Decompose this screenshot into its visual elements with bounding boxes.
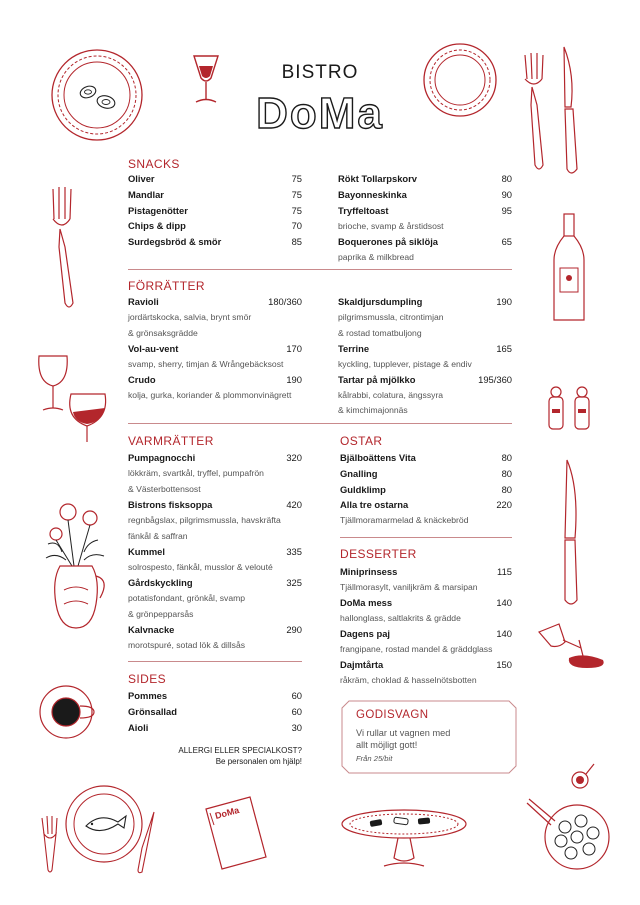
fish-plate-icon [38,782,163,877]
menu-item: Pommes 60 [128,690,302,701]
candy-icon [568,762,598,792]
menu-item: Pumpagnocchi 320 [128,452,302,463]
menu-item: Skaldjursdumpling 190 [338,296,512,307]
menu-item: Bistrons fisksoppa 420 [128,499,302,510]
menu-item-desc: Tjällmoramarmelad & knäckebröd [340,515,469,525]
allergy-note-line1: ALLERGI ELLER SPECIALKOST? [178,746,302,755]
menu-item-desc: kyckling, tupplever, pistage & endiv [338,359,472,369]
menu-item-desc: & kimchimajonnäs [338,405,408,415]
menu-item: Vol-au-vent 170 [128,343,302,354]
menu-item: Miniprinsess 115 [340,566,512,577]
section-title-snacks: SNACKS [128,157,180,171]
menu-item-desc: frangipane, rostad mandel & gräddglass [340,644,493,654]
menu-item: Gårdskyckling 325 [128,577,302,588]
menu-item-desc: & Västerbottensost [128,484,201,494]
spilled-glass-icon [535,622,610,672]
menu-item: Mandlar 75 [128,189,302,200]
menu-item: Alla tre ostarna 220 [340,499,512,510]
menu-item: Gnalling 80 [340,468,512,479]
menu-item-desc: svamp, sherry, timjan & Wrångebäcksost [128,359,284,369]
divider [128,269,512,270]
divider [128,661,302,662]
menu-item: Bjälboättens Vita 80 [340,452,512,463]
menu-item: Terrine 165 [338,343,512,354]
wine-glass-icon [190,52,222,108]
allergy-note-line2: Be personalen om hjälp! [215,757,302,766]
plate-icon [420,42,500,122]
menu-item: Bayonneskinka 90 [338,189,512,200]
section-title-desserter: DESSERTER [340,547,417,561]
menu-item-desc: regnbågslax, pilgrimsmussla, havskräfta [128,515,281,525]
oyster-plate-icon [50,48,145,143]
menu-item-desc: & rostad tomatbuljong [338,328,422,338]
godisvagn-line1: Vi rullar ut vagnen med [356,728,451,738]
brand-subtitle: BISTRO [281,62,359,83]
menu-item-desc: råkräm, choklad & hasselnötsbotten [340,675,477,685]
menu-item: Aioli 30 [128,722,302,733]
menu-item: DoMa mess 140 [340,597,512,608]
section-title-sides: SIDES [128,672,167,686]
section-title-varmratter: VARMRÄTTER [128,434,214,448]
menu-item-desc: brioche, svamp & årstidsost [338,221,444,231]
brand-logo-text: DoMa [256,89,384,136]
menu-item-desc: potatisfondant, grönkål, svamp [128,593,246,603]
menu-item-desc: solrospesto, fänkål, musslor & velouté [128,562,273,572]
menu-item: Tartar på mjölkko 195/360 [338,374,512,385]
menu-item-desc: morotspuré, sotad lök & dillsås [128,640,246,650]
menu-item: Rökt Tollarpskorv 80 [338,173,512,184]
godisvagn-box [341,700,517,774]
menu-item: Surdegsbröd & smör 85 [128,236,302,247]
menu-item: Grönsallad 60 [128,706,302,717]
godisvagn-price: Från 25/bit [356,754,393,763]
menu-book-label: DoMa [213,804,241,821]
fork-icon [45,185,85,315]
menu-item: Pistagenötter 75 [128,205,302,216]
menu-item: Tryffeltoast 95 [338,205,512,216]
divider [128,423,512,424]
section-title-ostar: OSTAR [340,434,383,448]
menu-item: Kummel 335 [128,546,302,557]
menu-item-desc: hallonglass, saltlakrits & grädde [340,613,461,623]
section-title-forratter: FÖRRÄTTER [128,279,205,293]
fork-knife-icon [517,45,592,180]
menu-item-desc: paprika & milkbread [338,252,414,262]
menu-item: Dajmtårta 150 [340,659,512,670]
menu-book-icon [200,795,275,870]
allergy-note [150,745,302,767]
menu-item: Chips & dipp 70 [128,220,302,231]
coffee-cup-icon [38,682,98,742]
wine-bottle-icon [550,212,590,327]
menu-item: Crudo 190 [128,374,302,385]
salt-pepper-icon [545,383,595,433]
godisvagn-text [356,727,450,751]
menu-item-desc: & grönpepparsås [128,609,194,619]
menu-item-desc: pilgrimsmussla, citrontimjan [338,312,444,322]
brand-logo [255,86,385,141]
menu-item: Ravioli 180/360 [128,296,302,307]
menu-item: Dagens paj 140 [340,628,512,639]
divider [340,537,512,538]
wine-glasses-icon [35,352,115,447]
menu-item-desc: & grönsaksgrädde [128,328,198,338]
menu-item: Kalvnacke 290 [128,624,302,635]
cake-stand-icon [338,804,473,874]
knife-icon [555,458,585,608]
menu-item: Guldklimp 80 [340,484,512,495]
escargot-pan-icon [525,795,615,875]
menu-item: Oliver 75 [128,173,302,184]
menu-item-desc: kolja, gurka, koriander & plommonvinägrett [128,390,292,400]
menu-item: Boquerones på siklöja 65 [338,236,512,247]
menu-item-desc: fänkål & saffran [128,531,188,541]
menu-item-desc: kålrabbi, colatura, ängssyra [338,390,444,400]
menu-item-desc: Tjällmorasylt, vaniljkräm & marsipan [340,582,478,592]
flower-jug-icon [38,500,118,635]
menu-item-desc: lökkräm, svartkål, tryffel, pumpafrön [128,468,264,478]
menu-item-desc: jordärtskocka, salvia, brynt smör [128,312,252,322]
godisvagn-title: GODISVAGN [356,709,429,721]
godisvagn-line2: allt möjligt gott! [356,740,418,750]
